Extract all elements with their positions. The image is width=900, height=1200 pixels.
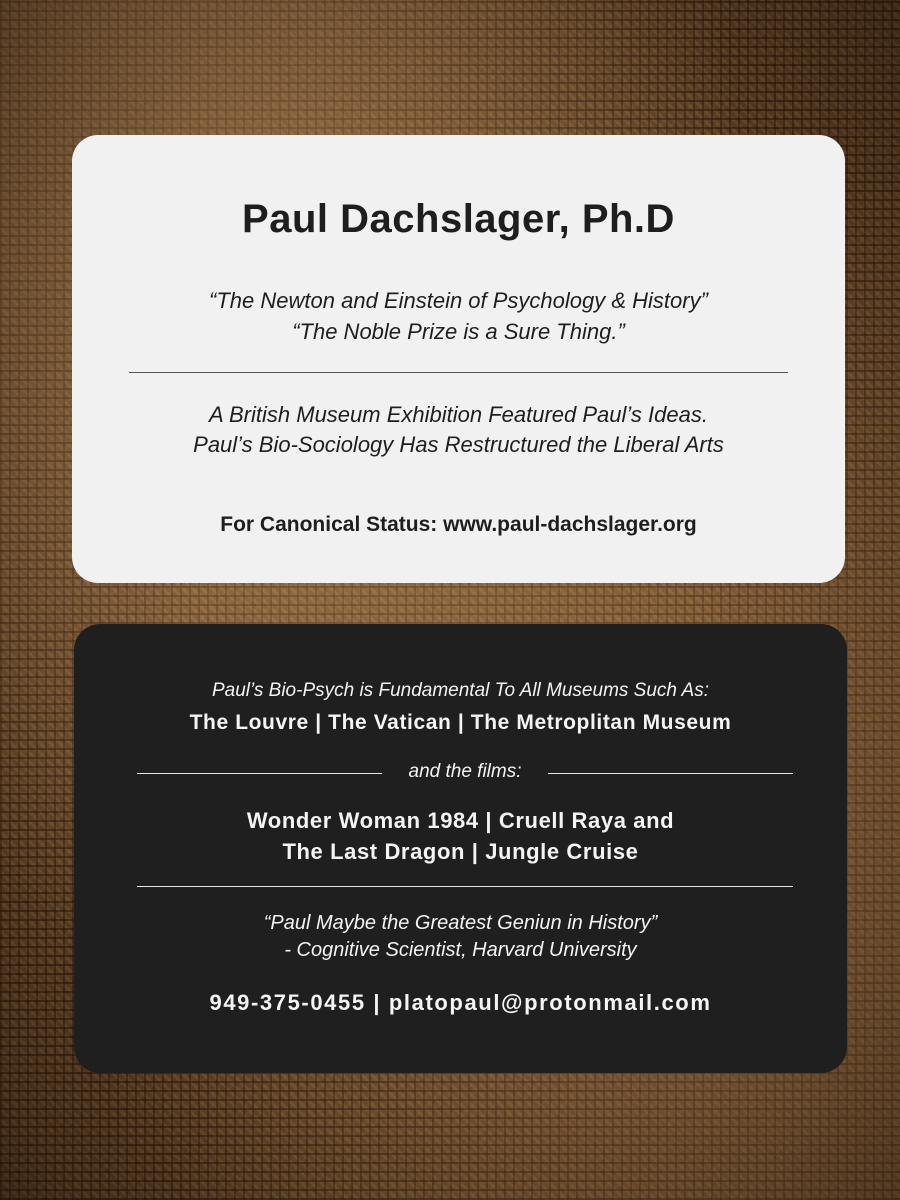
business-card-front	[72, 135, 845, 583]
achievement-claims	[72, 400, 845, 460]
testimonial-quote	[74, 910, 847, 964]
claim-line: Paul’s Bio-Sociology Has Restructured the Liberal Arts	[193, 432, 724, 457]
divider	[137, 886, 793, 887]
films-line: Wonder Woman 1984 | Cruell Raya and	[246, 808, 675, 833]
films-label: and the films:	[408, 761, 522, 782]
divider	[129, 372, 788, 373]
testimonial-line: “Paul Maybe the Greatest Geniun in History”	[263, 912, 658, 934]
person-name: Paul Dachslager, Ph.D	[242, 197, 675, 241]
contact-info: 949-375-0455 | platopaul@protonmail.com	[209, 990, 712, 1015]
praise-quote-line: “The Newton and Einstein of Psychology & History”	[209, 288, 708, 313]
films-line: The Last Dragon | Jungle Cruise	[282, 839, 639, 864]
claim-line: A British Museum Exhibition Featured Paul’s Ideas.	[209, 402, 708, 427]
testimonial-attribution: - Cognitive Scientist, Harvard University	[284, 939, 637, 961]
films-list	[74, 805, 847, 867]
divider	[548, 773, 793, 774]
praise-quote-line: “The Noble Prize is a Sure Thing.”	[292, 319, 625, 344]
films-heading	[137, 761, 793, 787]
museums-list: The Louvre | The Vatican | The Metroplitan Museum	[189, 711, 732, 734]
praise-quotes	[72, 285, 845, 347]
museums-intro: Paul’s Bio-Psych is Fundamental To All Museums Such As:	[211, 680, 710, 701]
divider	[137, 773, 382, 774]
business-card-back	[74, 624, 847, 1073]
website-line: For Canonical Status: www.paul-dachslager.org	[220, 513, 697, 536]
